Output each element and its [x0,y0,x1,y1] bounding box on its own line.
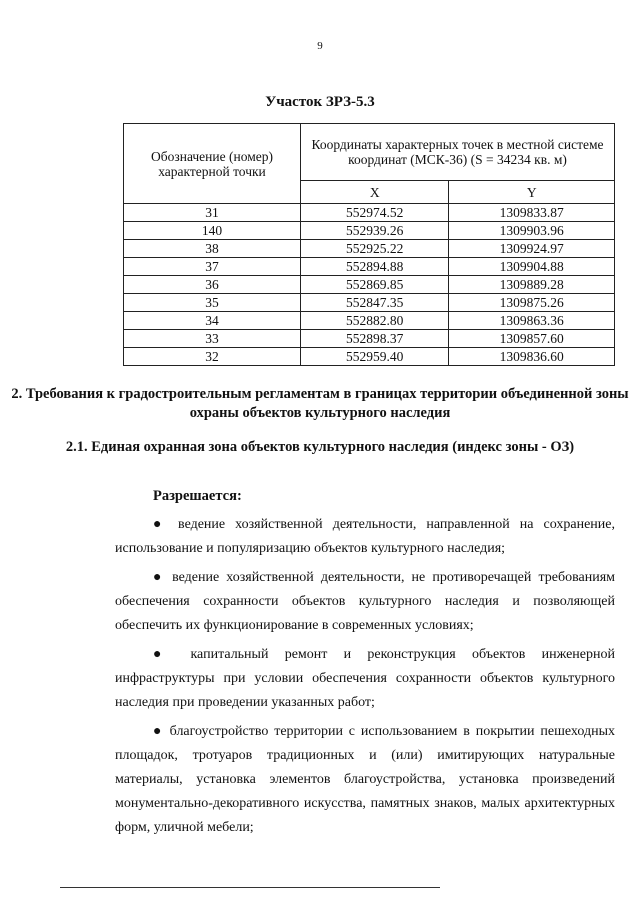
point-cell: 33 [124,330,301,348]
point-cell: 36 [124,276,301,294]
point-cell: 34 [124,312,301,330]
table-row [124,276,615,294]
point-cell: 38 [124,240,301,258]
y-cell: 1309924.97 [449,240,615,258]
table-row [124,312,615,330]
y-cell: 1309875.26 [449,294,615,312]
y-cell: 1309903.96 [449,222,615,240]
point-cell: 35 [124,294,301,312]
table-row [124,348,615,366]
y-cell: 1309904.88 [449,258,615,276]
x-cell: 552925.22 [301,240,449,258]
table-row [124,222,615,240]
x-cell: 552894.88 [301,258,449,276]
bullet-list [115,513,615,845]
coordinates-group-header: Координаты характерных точек в местной системе координат (МСК-36) (S = 34234 кв. м) [301,124,615,181]
point-cell: 140 [124,222,301,240]
x-cell: 552882.80 [301,312,449,330]
section-title: Участок ЗРЗ-5.3 [265,94,375,110]
table-row [124,294,615,312]
page-number: 9 [317,40,323,52]
y-column-header: Y [449,181,615,204]
point-cell: 31 [124,204,301,222]
point-cell: 32 [124,348,301,366]
x-cell: 552898.37 [301,330,449,348]
x-cell: 552847.35 [301,294,449,312]
bullet-item: ● благоустройство территории с использованием в покрытии пешеходных площадок, тротуаров традиционных и (или) имитирующих натуральные материалы, установка элементов благоустройства, установка произведений монументально-декоративного искусства, памятных знаков, малых архитектурных форм, уличной мебели; [115,724,615,835]
bullet-item: ● ведение хозяйственной деятельности, направленной на сохранение, использование и популяризацию объектов культурного наследия; [115,517,615,556]
section-2-heading: 2. Требования к градостроительным регламентам в границах территории объединенной зоны охраны объектов культурного наследия [11,386,629,421]
point-cell: 37 [124,258,301,276]
x-cell: 552869.85 [301,276,449,294]
y-cell: 1309857.60 [449,330,615,348]
bullet-item: ● капитальный ремонт и реконструкция объектов инженерной инфраструктуры при условии обеспечения сохранности объектов культурного наследия при проведении указанных работ; [115,647,615,710]
coordinates-table [123,123,615,366]
table-body [124,204,615,366]
table-row [124,204,615,222]
y-cell: 1309863.36 [449,312,615,330]
table-row [124,258,615,276]
y-cell: 1309836.60 [449,348,615,366]
y-cell: 1309833.87 [449,204,615,222]
y-cell: 1309889.28 [449,276,615,294]
point-label-header: Обозначение (номер) характерной точки [124,124,301,204]
bullet-item: ● ведение хозяйственной деятельности, не противоречащей требованиям обеспечения сохранности объектов культурного наследия и позволяющей обеспечить их функционирование в современных условиях; [115,570,615,633]
table-row [124,330,615,348]
x-cell: 552959.40 [301,348,449,366]
allowed-label: Разрешается: [153,488,242,504]
table-row [124,240,615,258]
footer-divider [60,887,440,888]
x-cell: 552974.52 [301,204,449,222]
section-2-1-heading: 2.1. Единая охранная зона объектов культурного наследия (индекс зоны - ОЗ) [65,439,575,455]
x-cell: 552939.26 [301,222,449,240]
x-column-header: X [301,181,449,204]
